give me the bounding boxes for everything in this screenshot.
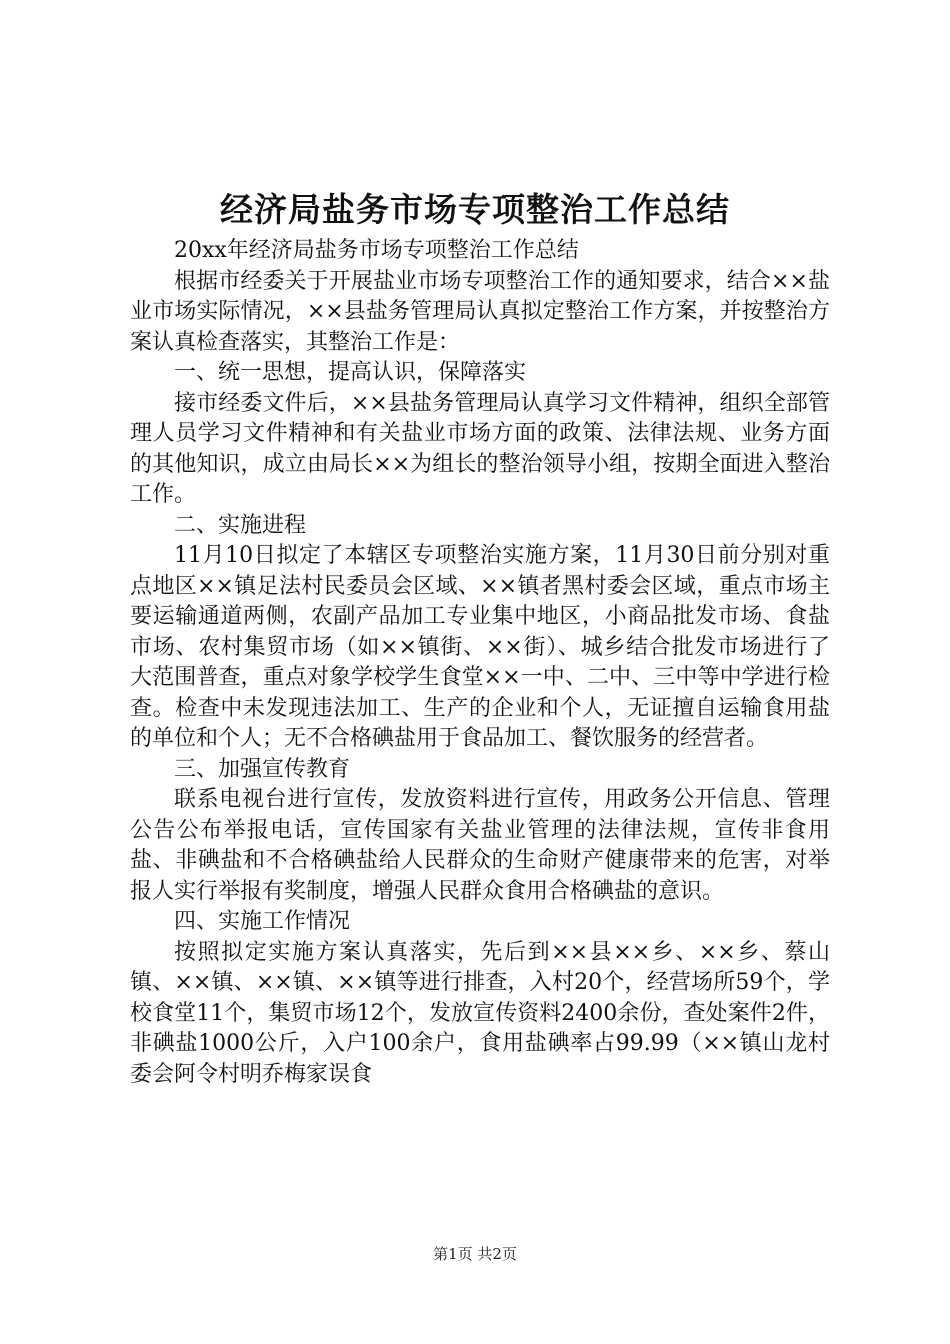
paragraph-section-2: 11月10日拟定了本辖区专项整治实施方案，11月30日前分别对重点地区××镇足法村民委员会区域、××镇者黑村委会区域，重点市场主要运输通道两侧，农副产品加工专业集中地区，小商品批发市场、食盐市场、农村集贸市场（如××镇街、××街）、城乡结合批发市场进行了大范围普查，重点对象学校学生食堂××一中、二中、三中等中学进行检查。检查中未发现违法加工、生产的企业和个人，无证擅自运输食用盐的单位和个人；无不合格碘盐用于食品加工、餐饮服务的经营者。 [130, 543, 830, 751]
section-heading-4: 四、实施工作情况 [174, 909, 351, 934]
document-title: 经济局盐务市场专项整治工作总结 [220, 190, 730, 229]
section-heading-1: 一、统一思想，提高认识，保障落实 [174, 360, 527, 385]
page-footer: 第1页 共2页 [433, 1245, 517, 1263]
paragraph-section-1: 接市经委文件后，××县盐务管理局认真学习文件精神，组织全部管理人员学习文件精神和有关盐业市场方面的政策、法律法规、业务方面的其他知识，成立由局长××为组长的整治领导小组，按期全面进入整治工作。 [130, 390, 830, 507]
subtitle-line: 20xx年经济局盐务市场专项整治工作总结 [174, 238, 579, 263]
document-body [130, 236, 830, 1090]
section-heading-3: 三、加强宣传教育 [174, 756, 351, 782]
paragraph-section-3: 联系电视台进行宣传，发放资料进行宣传，用政务公开信息、管理公告公布举报电话，宣传国家有关盐业管理的法律法规，宣传非食用盐、非碘盐和不合格碘盐给人民群众的生命财产健康带来的危害，对举报人实行举报有奖制度，增强人民群众食用合格碘盐的意识。 [130, 787, 830, 904]
section-heading-2: 二、实施进程 [174, 512, 307, 538]
paragraph-section-4: 按照拟定实施方案认真落实，先后到××县××乡、××乡、蔡山镇、××镇、××镇、××镇等进行排查，入村20个，经营场所59个，学校食堂11个，集贸市场12个，发放宣传资料2400余份，查处案件2件，非碘盐1000公斤，入户100余户，食用盐碘率占99.99（××镇山龙村委会阿令村明乔梅家误食 [130, 939, 830, 1087]
paragraph-intro: 根据市经委关于开展盐业市场专项整治工作的通知要求，结合××盐业市场实际情况，××县盐务管理局认真拟定整治工作方案，并按整治方案认真检查落实，其整治工作是： [130, 268, 830, 355]
